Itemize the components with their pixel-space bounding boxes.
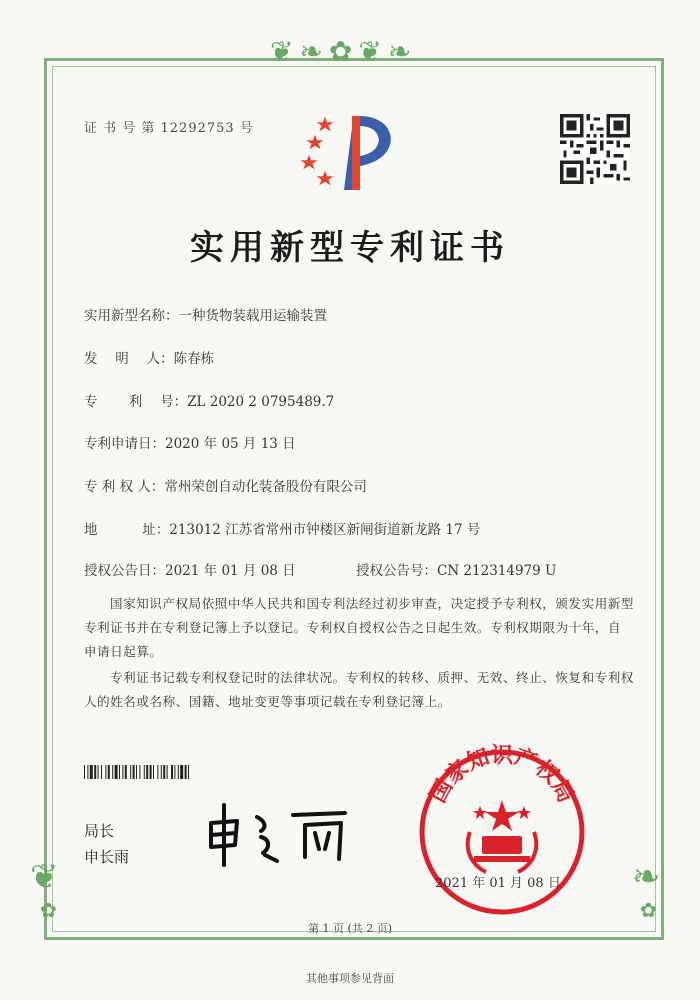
bottom-left-ornament: ❦ bbox=[30, 857, 59, 897]
signature bbox=[205, 795, 355, 870]
field-grant-date bbox=[84, 559, 296, 579]
field-application-date bbox=[84, 432, 296, 452]
field-patent-number bbox=[84, 390, 334, 410]
signatory-title: 局长 bbox=[84, 822, 115, 840]
qr-code bbox=[560, 114, 630, 184]
page-number: 第 1 页 (共 2 页) bbox=[307, 922, 393, 935]
field-value: 一种货物装载用运输装置 bbox=[178, 308, 327, 324]
footer-note: 其他事项参见背面 bbox=[306, 972, 394, 985]
field-value: ZL 2020 2 0795489.7 bbox=[187, 394, 335, 410]
barcode bbox=[84, 765, 268, 779]
field-address bbox=[84, 518, 480, 538]
page-title: 实用新型专利证书 bbox=[190, 228, 510, 268]
field-label: 专 利 权 人： bbox=[84, 479, 165, 495]
field-value: 常州荣创自动化装备股份有限公司 bbox=[164, 479, 367, 495]
grant-statement-paragraph: 国家知识产权局依照中华人民共和国专利法经过初步审查，决定授予专利权，颁发实用新型专利证书并在专利登记簿上予以登记。专利权自授权公告之日起生效。专利权期限为十年，自申请日起算。 bbox=[84, 596, 635, 659]
field-label: 专利申请日： bbox=[84, 436, 165, 452]
svg-text:国家知识产权局: 国家知识产权局 bbox=[425, 743, 579, 808]
field-label: 发 明 人： bbox=[84, 351, 174, 367]
field-label: 地 址： bbox=[84, 522, 170, 538]
field-label: 实用新型名称： bbox=[84, 308, 179, 324]
field-label: 专 利 号： bbox=[84, 394, 188, 410]
field-inventor bbox=[84, 347, 214, 367]
corner-ornament-br: ✿ bbox=[640, 898, 657, 922]
legal-status-paragraph: 专利证书记载专利权登记时的法律状况。专利权的转移、质押、无效、终止、恢复和专利权人的姓名或名称、国籍、地址变更等事项记载在专利登记簿上。 bbox=[84, 670, 635, 709]
field-value: 陈春栋 bbox=[173, 351, 215, 367]
bottom-right-ornament: ❧ bbox=[632, 857, 661, 897]
field-label: 授权公告号： bbox=[356, 563, 437, 579]
field-label: 授权公告日： bbox=[84, 563, 165, 579]
field-value: 2020 年 05 月 13 日 bbox=[165, 436, 296, 452]
field-patentee bbox=[84, 475, 367, 495]
cnipa-logo bbox=[300, 108, 410, 198]
seal-date: 2021 年 01 月 08 日 bbox=[435, 876, 561, 891]
certificate-number: 证 书 号 第 12292753 号 bbox=[84, 121, 254, 136]
signatory-name: 申长雨 bbox=[84, 848, 130, 866]
field-announcement-number bbox=[356, 559, 556, 579]
corner-ornament-bl: ✿ bbox=[40, 898, 57, 922]
field-value: 2021 年 01 月 08 日 bbox=[165, 563, 296, 579]
field-value: CN 212314979 U bbox=[437, 563, 557, 579]
official-seal bbox=[412, 740, 592, 920]
top-ornament: ❦❧✿❦❧ bbox=[270, 35, 418, 68]
field-value: 213012 江苏省常州市钟楼区新闸街道新龙路 17 号 bbox=[169, 522, 481, 538]
field-utility-model-name bbox=[84, 304, 327, 324]
